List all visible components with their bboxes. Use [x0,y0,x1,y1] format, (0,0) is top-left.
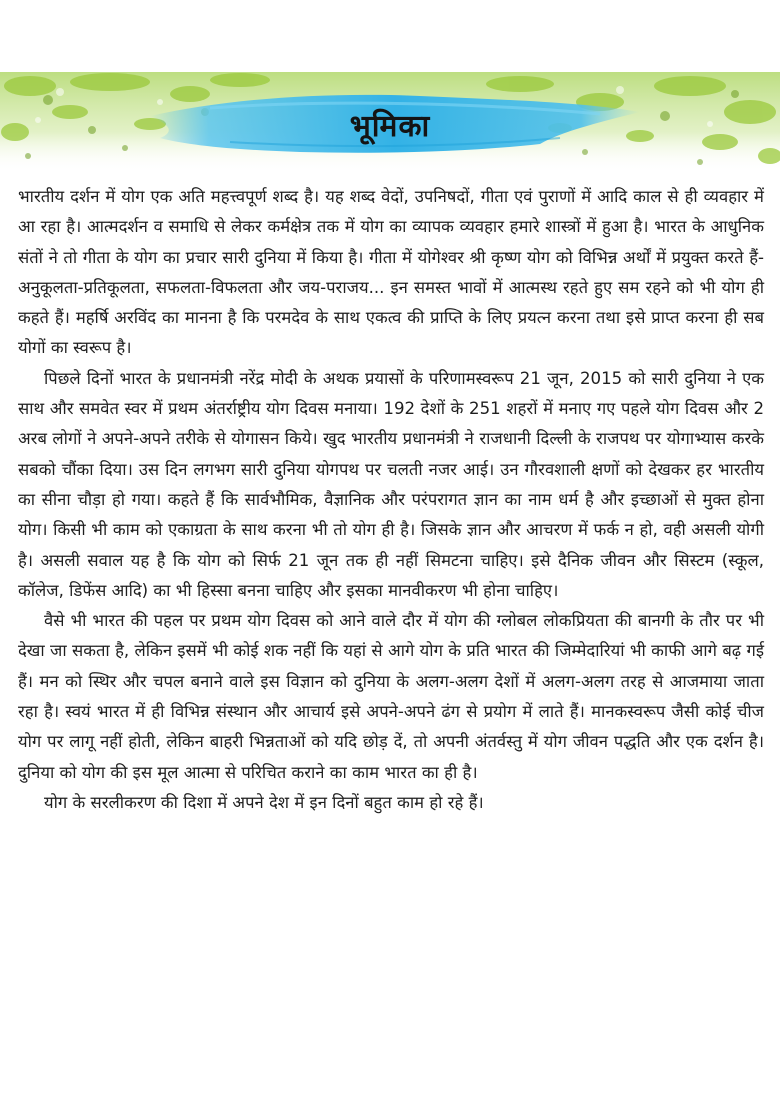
paragraph-3: वैसे भी भारत की पहल पर प्रथम योग दिवस को आने वाले दौर में योग की ग्लोबल लोकप्रियता की बानगी के तौर पर भी देखा जा सकता है, लेकिन इसमें भी कोई शक नहीं कि यहां से आगे योग के प्रति भारत की जिम्मेदारियां भी काफी आगे बढ़ गई हैं। मन को स्थिर और चपल बनाने वाले इस विज्ञान को दुनिया के अलग-अलग देशों में अलग-अलग तरह से आजमाया जाता रहा है। स्वयं भारत में ही विभिन्न संस्थान और आचार्य इसे अपने-अपने ढंग से प्रयोग में लाते हैं। मानकस्वरूप जैसी कोई चीज योग पर लागू नहीं होती, लेकिन बाहरी भिन्नताओं को यदि छोड़ दें, तो अपनी अंतर्वस्तु में योग जीवन पद्धति और एक दर्शन है। दुनिया को योग की इस मूल आत्मा से परिचित कराने का काम भारत का ही है। [18,611,764,782]
paragraph-2: पिछले दिनों भारत के प्रधानमंत्री नरेंद्र मोदी के अथक प्रयासों के परिणामस्वरूप 21 जून, 2015 को सारी दुनिया ने एक साथ और समवेत स्वर में प्रथम अंतर्राष्ट्रीय योग दिवस मनाया। 192 देशों के 251 शहरों में मनाए गए पहले योग दिवस और 2 अरब लोगों ने अपने-अपने तरीके से योगासन किये। खुद भारतीय प्रधानमंत्री ने राजधानी दिल्ली के राजपथ पर योगाभ्यास करके सबको चौंका दिया। उस दिन लगभग सारी दुनिया योगपथ पर चलती नजर आई। उन गौरवशाली क्षणों को देखकर हर भारतीय का सीना चौड़ा हो गया। कहते हैं कि सार्वभौमिक, वैज्ञानिक और परंपरागत ज्ञान का नाम धर्म है और इच्छाओं से मुक्त होना योग। किसी भी काम को एकाग्रता के साथ करना भी तो योग ही है। जिसके ज्ञान और आचरण में फर्क न हो, वही असली योगी है। असली सवाल यह है कि योग को सिर्फ 21 जून तक ही नहीं सिमटना चाहिए। इसे दैनिक जीवन और सिस्टम (स्कूल, कॉलेज, डिफेंस आदि) का भी हिस्सा बनना चाहिए और इसका मानवीकरण भी होना चाहिए। [18,368,765,600]
body-text [18,182,764,818]
paragraph-1: भारतीय दर्शन में योग एक अति महत्त्वपूर्ण शब्द है। यह शब्द वेदों, उपनिषदों, गीता एवं पुराणों में आदि काल से ही व्यवहार में आ रहा है। आत्मदर्शन व समाधि से लेकर कर्मक्षेत्र तक में योग का व्यापक व्यवहार हमारे शास्त्रों में हुआ है। भारत के आधुनिक संतों ने तो गीता के योग का प्रचार सारी दुनिया में किया है। गीता में योगेश्वर श्री कृष्ण योग को विभिन्न अर्थों में प्रयुक्त करते हैं- अनुकूलता-प्रतिकूलता, सफलता-विफलता और जय-पराजय... इन समस्त भावों में आत्मस्थ रहते हुए सम रहने को भी योग ही कहते हैं। महर्षि अरविंद का मानना है कि परमदेव के साथ एकत्व की प्राप्ति के लिए प्रयत्न करना तथा इसे प्राप्त करना ही सब योगों का स्वरूप है। [18,187,764,358]
paragraph-4: योग के सरलीकरण की दिशा में अपने देश में इन दिनों बहुत काम हो रहे हैं। [44,792,484,812]
page-title: भूमिका [349,109,431,144]
